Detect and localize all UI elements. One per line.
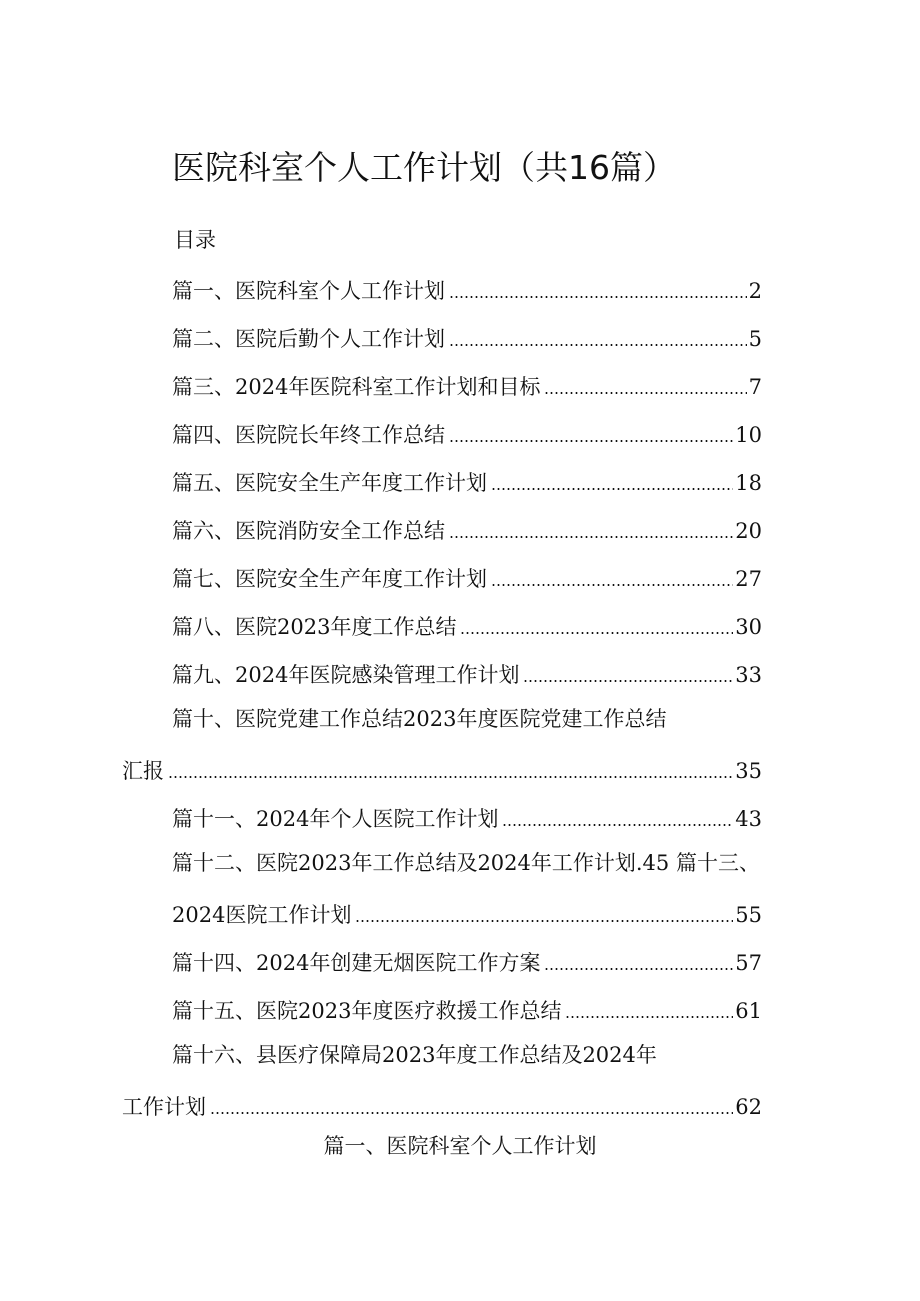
- toc-entry[interactable]: [122, 1088, 762, 1122]
- section-heading: 篇一、医院科室个人工作计划: [323, 1134, 597, 1158]
- toc-entry-label: 2024医院工作计划: [172, 903, 352, 927]
- toc-entry-10-first-line[interactable]: 篇十、医院党建工作总结2023年度医院党建工作总结: [172, 707, 667, 731]
- toc-entry-page: 55: [735, 903, 762, 927]
- toc-dot-leader: [565, 1016, 733, 1018]
- toc-entry-page: 35: [735, 759, 762, 783]
- toc-entry-label: 篇九、2024年医院感染管理工作计划: [172, 663, 520, 687]
- toc-dot-leader: [449, 296, 747, 298]
- toc-dot-leader: [210, 1112, 733, 1114]
- toc-entry-page: 62: [735, 1095, 762, 1119]
- toc-heading: 目录: [174, 228, 216, 252]
- toc-entry[interactable]: [172, 896, 762, 930]
- toc-dot-leader: [491, 584, 733, 586]
- toc-dot-leader: [544, 968, 733, 970]
- toc-entry-page: 61: [735, 999, 762, 1023]
- document-title: 医院科室个人工作计划（共16篇）: [172, 148, 676, 187]
- toc-entry-label: 篇七、医院安全生产年度工作计划: [172, 567, 487, 591]
- toc-entry-page: 7: [748, 375, 762, 399]
- toc-dot-leader: [491, 488, 733, 490]
- toc-entry[interactable]: [172, 992, 762, 1026]
- toc-dot-leader: [449, 440, 733, 442]
- toc-dot-leader: [168, 776, 733, 778]
- toc-entry[interactable]: [122, 752, 762, 786]
- toc-entry-12-13-line[interactable]: 篇十二、医院2023年工作总结及2024年工作计划.45 篇十三、: [172, 851, 760, 875]
- toc-entry-label: 篇二、医院后勤个人工作计划: [172, 327, 445, 351]
- toc-entry[interactable]: [172, 608, 762, 642]
- toc-entry-16-first-line[interactable]: 篇十六、县医疗保障局2023年度工作总结及2024年: [172, 1043, 657, 1067]
- toc-entry-label: 篇三、2024年医院科室工作计划和目标: [172, 375, 541, 399]
- toc-entry-label: 工作计划: [122, 1095, 206, 1119]
- toc-entry[interactable]: [172, 320, 762, 354]
- toc-entry-label: 篇十四、2024年创建无烟医院工作方案: [172, 951, 541, 975]
- toc-dot-leader: [502, 824, 733, 826]
- toc-entry-label: 汇报: [122, 759, 164, 783]
- toc-entry-page: 2: [748, 279, 762, 303]
- toc-entry-page: 43: [735, 807, 762, 831]
- toc-entry[interactable]: [172, 272, 762, 306]
- toc-entry[interactable]: [172, 464, 762, 498]
- toc-dot-leader: [355, 920, 733, 922]
- toc-entry-label: 篇六、医院消防安全工作总结: [172, 519, 445, 543]
- toc-entry[interactable]: [172, 944, 762, 978]
- toc-entry-page: 33: [735, 663, 762, 687]
- toc-entry[interactable]: [172, 800, 762, 834]
- toc-entry[interactable]: [172, 512, 762, 546]
- toc-entry[interactable]: [172, 368, 762, 402]
- toc-entry-page: 57: [735, 951, 762, 975]
- toc-entry-label: 篇八、医院2023年度工作总结: [172, 615, 457, 639]
- toc-entry-page: 5: [748, 327, 762, 351]
- toc-entry-label: 篇五、医院安全生产年度工作计划: [172, 471, 487, 495]
- toc-dot-leader: [523, 680, 733, 682]
- toc-entry[interactable]: [172, 656, 762, 690]
- toc-entry-label: 篇十一、2024年个人医院工作计划: [172, 807, 499, 831]
- toc-dot-leader: [449, 536, 733, 538]
- toc-entry-page: 18: [735, 471, 762, 495]
- toc-entry-label: 篇一、医院科室个人工作计划: [172, 279, 445, 303]
- toc-entry-page: 27: [735, 567, 762, 591]
- toc-dot-leader: [449, 344, 747, 346]
- toc-entry-page: 30: [735, 615, 762, 639]
- toc-entry[interactable]: [172, 416, 762, 450]
- toc-entry[interactable]: [172, 560, 762, 594]
- toc-entry-page: 20: [735, 519, 762, 543]
- toc-entry-label: 篇四、医院院长年终工作总结: [172, 423, 445, 447]
- toc-entry-page: 10: [735, 423, 762, 447]
- toc-entry-label: 篇十五、医院2023年度医疗救援工作总结: [172, 999, 562, 1023]
- toc-dot-leader: [544, 392, 746, 394]
- toc-dot-leader: [460, 632, 733, 634]
